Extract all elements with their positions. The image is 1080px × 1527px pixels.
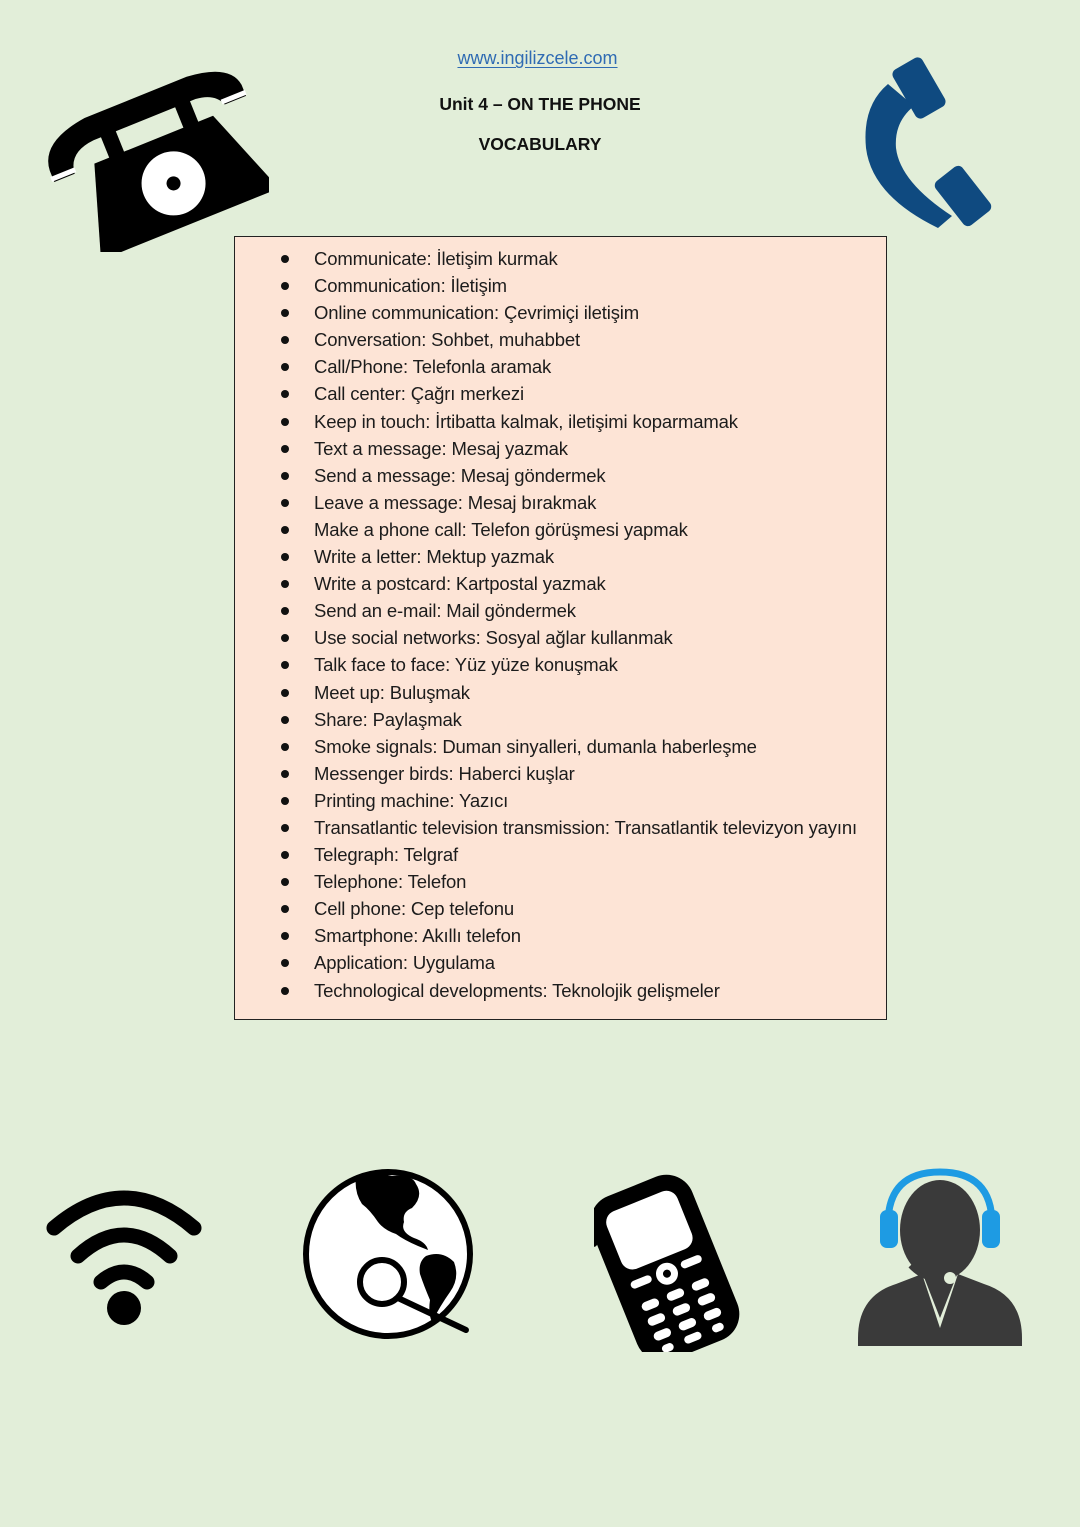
bullet-icon — [281, 580, 289, 588]
bullet-icon — [281, 336, 289, 344]
bullet-icon — [281, 661, 289, 669]
unit-title: Unit 4 – ON THE PHONE — [439, 94, 641, 114]
bullet-icon — [281, 824, 289, 832]
bullet-icon — [281, 797, 289, 805]
vocabulary-item: Messenger birds: Haberci kuşlar — [235, 760, 886, 787]
vocabulary-item: Cell phone: Cep telefonu — [235, 895, 886, 922]
wifi-icon — [44, 1186, 204, 1331]
website-link[interactable]: www.ingilizcele.com — [457, 48, 618, 68]
bullet-icon — [281, 634, 289, 642]
bullet-icon — [281, 255, 289, 263]
bullet-icon — [281, 905, 289, 913]
cell-phone-icon — [594, 1166, 754, 1352]
bullet-icon — [281, 987, 289, 995]
vocabulary-item: Call/Phone: Telefonla aramak — [235, 353, 886, 380]
bullet-icon — [281, 363, 289, 371]
bullet-icon — [281, 689, 289, 697]
bullet-icon — [281, 526, 289, 534]
vocabulary-item: Talk face to face: Yüz yüze konuşmak — [235, 651, 886, 678]
vocabulary-item: Make a phone call: Telefon görüşmesi yapmak — [235, 516, 886, 543]
vocabulary-item: Communicate: İletişim kurmak — [235, 245, 886, 272]
call-center-agent-icon — [852, 1168, 1028, 1352]
bullet-icon — [281, 878, 289, 886]
rotary-telephone-icon — [44, 60, 269, 252]
bullet-icon — [281, 743, 289, 751]
bullet-icon — [281, 390, 289, 398]
bullet-icon — [281, 851, 289, 859]
vocabulary-item: Telegraph: Telgraf — [235, 841, 886, 868]
vocabulary-item: Send an e-mail: Mail göndermek — [235, 597, 886, 624]
vocabulary-item: Telephone: Telefon — [235, 868, 886, 895]
bullet-icon — [281, 716, 289, 724]
vocabulary-item: Send a message: Mesaj göndermek — [235, 462, 886, 489]
vocabulary-item: Write a letter: Mektup yazmak — [235, 543, 886, 570]
bullet-icon — [281, 282, 289, 290]
vocabulary-item: Conversation: Sohbet, muhabbet — [235, 326, 886, 353]
vocabulary-item: Smartphone: Akıllı telefon — [235, 922, 886, 949]
vocabulary-item: Meet up: Buluşmak — [235, 679, 886, 706]
vocabulary-item: Transatlantic television transmission: Transatlantik televizyon yayını — [235, 814, 886, 841]
vocabulary-item: Call center: Çağrı merkezi — [235, 380, 886, 407]
vocabulary-item: Write a postcard: Kartpostal yazmak — [235, 570, 886, 597]
vocabulary-item: Printing machine: Yazıcı — [235, 787, 886, 814]
bullet-icon — [281, 499, 289, 507]
vocabulary-item: Use social networks: Sosyal ağlar kullanmak — [235, 624, 886, 651]
vocabulary-item: Keep in touch: İrtibatta kalmak, iletişimi koparmamak — [235, 408, 886, 435]
bullet-icon — [281, 472, 289, 480]
vocabulary-item: Technological developments: Teknolojik gelişmeler — [235, 977, 886, 1004]
vocabulary-box — [234, 236, 887, 1020]
vocabulary-item: Communication: İletişim — [235, 272, 886, 299]
vocabulary-item: Online communication: Çevrimiçi iletişim — [235, 299, 886, 326]
vocabulary-item: Smoke signals: Duman sinyalleri, dumanla haberleşme — [235, 733, 886, 760]
vocabulary-item: Application: Uygulama — [235, 949, 886, 976]
bullet-icon — [281, 309, 289, 317]
vocabulary-item: Leave a message: Mesaj bırakmak — [235, 489, 886, 516]
bullet-icon — [281, 932, 289, 940]
globe-search-icon — [300, 1166, 475, 1341]
bullet-icon — [281, 418, 289, 426]
bullet-icon — [281, 445, 289, 453]
vocabulary-item: Text a message: Mesaj yazmak — [235, 435, 886, 462]
vocabulary-item: Share: Paylaşmak — [235, 706, 886, 733]
bullet-icon — [281, 553, 289, 561]
phone-handset-icon — [860, 56, 995, 231]
vocabulary-list — [235, 245, 886, 1004]
section-title: VOCABULARY — [478, 134, 602, 154]
bullet-icon — [281, 959, 289, 967]
bullet-icon — [281, 607, 289, 615]
bullet-icon — [281, 770, 289, 778]
